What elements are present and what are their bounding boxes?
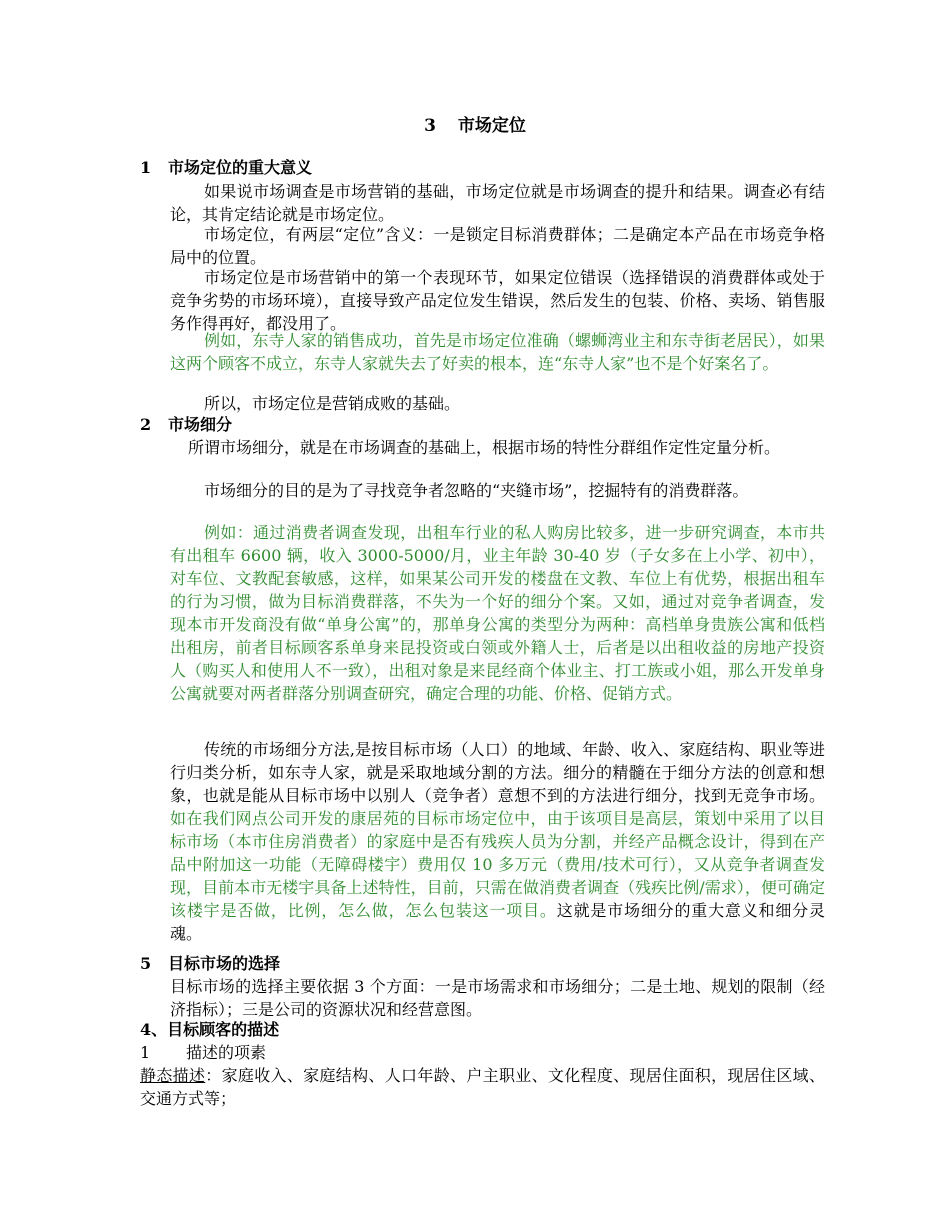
static-description-label: 静态描述 bbox=[140, 1066, 206, 1085]
section-4-item-number: 1 bbox=[140, 1043, 151, 1062]
title-number: 3 bbox=[424, 116, 436, 136]
section-1-paragraph-2: 市场定位，有两层“定位”含义：一是锁定目标消费群体；二是确定本产品在市场竞争格局中的位置。 bbox=[170, 225, 825, 267]
section-5-paragraph-1: 目标市场的选择主要依据 3 个方面：一是市场需求和市场细分；二是土地、规划的限制（经济指标）；三是公司的资源状况和经营意图。 bbox=[170, 977, 825, 1019]
document-title bbox=[0, 115, 950, 137]
section-4-item-text: 描述的项素 bbox=[186, 1043, 267, 1062]
section-1-example-paragraph: 例如，东寺人家的销售成功，首先是市场定位准确（螺蛳湾业主和东寺街老居民），如果这两个顾客不成立，东寺人家就失去了好卖的根本，连“东寺人家”也不是个好案名了。 bbox=[170, 331, 825, 373]
section-2-paragraph-4-black: 传统的市场细分方法,是按目标市场（人口）的地域、年龄、收入、家庭结构、职业等进行归类分析，如东寺人家，就是采取地域分割的方法。细分的精髓在于细分方法的创意和想象，也就是能从目标市场中以别人（竞争者）意想不到的方法进行细分，找到无竞争市场。 bbox=[170, 740, 825, 805]
section-4-item-1 bbox=[140, 1041, 266, 1064]
section-2-title: 市场细分 bbox=[168, 415, 233, 434]
section-1-title: 市场定位的重大意义 bbox=[168, 158, 313, 177]
static-description-paragraph bbox=[140, 1064, 825, 1110]
section-2-paragraph-4-tail: 这就是市场细分的重大意义和细分灵魂。 bbox=[170, 901, 825, 943]
section-1-number: 1 bbox=[140, 158, 152, 177]
static-description-text: ：家庭收入、家庭结构、人口年龄、户主职业、文化程度、现居住面积，现居住区域、交通方式等； bbox=[140, 1066, 825, 1108]
title-text: 市场定位 bbox=[457, 116, 526, 136]
section-2-heading bbox=[140, 414, 232, 436]
section-5-title: 目标市场的选择 bbox=[168, 954, 281, 973]
section-4-heading: 4、目标顾客的描述 bbox=[140, 1020, 280, 1039]
section-1-heading bbox=[140, 157, 312, 179]
section-2-paragraph-2: 市场细分的目的是为了寻找竞争者忽略的“夹缝市场”，挖掘特有的消费群落。 bbox=[204, 481, 749, 500]
section-1-paragraph-1: 如果说市场调查是市场营销的基础，市场定位就是市场调查的提升和结果。调查必有结论，其肯定结论就是市场定位。 bbox=[170, 182, 825, 224]
section-5-heading bbox=[140, 953, 280, 975]
section-2-paragraph-4-green: 如在我们网点公司开发的康居苑的目标市场定位中，由于该项目是高层，策划中采用了以目标市场（本市住房消费者）的家庭中是否有残疾人员为分割，并经产品概念设计，得到在产品中附加这一功能（无障碍楼宇）费用仅 10 多万元（费用/技术可行），又从竞争者调查发现，目前本市无楼宇具备上述特性，目前，只需在做消费者调查（残疾比例/需求），便可确定该楼宇是否做，比例，怎么做，怎么包装这一项目。 bbox=[170, 809, 825, 920]
section-2-example-paragraph: 例如：通过消费者调查发现，出租车行业的私人购房比较多，进一步研究调查，本市共有出租车 6600 辆，收入 3000-5000/月，业主年龄 30-40 岁（子女多在上小学、初中），对车位、文教配套敏感，这样，如果某公司开发的楼盘在文教、车位上有优势，根据出租车的行为习惯，做为目标消费群落，不失为一个好的细分个案。又如，通过对竞争者调查，发现本市开发商没有做“单身公寓”的，那单身公寓的类型分为两种：高档单身贵族公寓和低档出租房，前者目标顾客系单身来昆投资或白领或外籍人士，后者是以出租收益的房地产投资人（购买人和使用人不一致），出租对象是来昆经商个体业主、打工族或小姐，那么开发单身公寓就要对两者群落分别调查研究，确定合理的功能、价格、促销方式。 bbox=[170, 523, 825, 703]
section-5-number: 5 bbox=[140, 954, 152, 973]
section-2-paragraph-4 bbox=[170, 738, 825, 945]
section-2-paragraph-1: 所谓市场细分，就是在市场调查的基础上，根据市场的特性分群组作定性定量分析。 bbox=[188, 438, 781, 457]
section-1-paragraph-3: 市场定位是市场营销中的第一个表现环节，如果定位错误（选择错误的消费群体或处于竞争劣势的市场环境），直接导致产品定位发生错误，然后发生的包装、价格、卖场、销售服务作得再好，都没用了。 bbox=[170, 268, 825, 333]
section-1-paragraph-5: 所以，市场定位是营销成败的基础。 bbox=[204, 394, 461, 413]
section-2-number: 2 bbox=[140, 415, 152, 434]
